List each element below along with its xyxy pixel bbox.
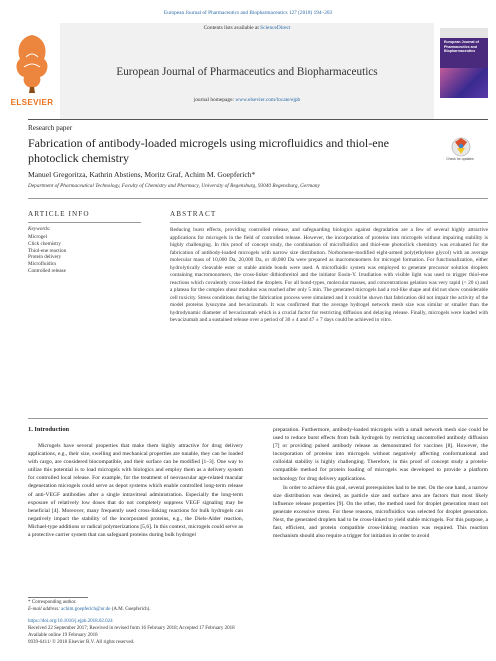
journal-title[interactable]: European Journal of Pharmaceutics and Biopharmaceutics bbox=[116, 66, 378, 78]
abstract-rule-top bbox=[170, 222, 488, 223]
keywords-label: Keywords: bbox=[28, 226, 51, 232]
journal-homepage bbox=[60, 97, 434, 103]
homepage-link[interactable]: www.elsevier.com/locate/ejpb bbox=[235, 97, 301, 103]
email-link[interactable]: achim.goepferich@ur.de bbox=[61, 607, 111, 612]
keyword: Thiol-ene reaction bbox=[28, 247, 67, 254]
keyword: Click chemistry bbox=[28, 240, 61, 247]
cover-title: European Journal of Pharmaceutics and Biopharmaceutics bbox=[444, 40, 479, 54]
body-column-right bbox=[273, 426, 488, 541]
contents-line bbox=[60, 25, 434, 31]
doi-link[interactable] bbox=[28, 619, 113, 624]
keyword: Protein delivery bbox=[28, 254, 62, 261]
available-online: Available online 19 February 2018 bbox=[28, 633, 98, 638]
affiliation: Department of Pharmaceutical Technology, Faculty of Chemistry and Pharmacy, University of Regensburg, 93040 Regensburg, Germany bbox=[28, 183, 320, 189]
body-paragraph: Microgels have several properties that make them highly attractive for drug delivery applications, e.g., their size, swelling and mechanical properties are tunable, they can be loaded with cargo, are considered biocompatible, and their surface can be modified [1–3]. One way to utilize this potential is to load microgels with biologics and employ them as a delivery system for controlled local release. For example, for the treatment of neovascular age-related macular degeneration microgels could serve as depot systems which enable controlled long-term release of anti-VEGF antibodies after a single intravitreal administration. Especially the long-term exposure of relatively low doses that do not completely suppress VEGF signaling may be beneficial [4]. Moreover, many frequently used cross-linking reactions for bulk hydrogels can negatively impact the stability of the incorporated proteins, e.g., the Diels-Alder reaction, Michael-type additions or radical polymerizations [5,6]. In this context, microgels could serve as a protective carrier system that can safeguard proteins during bulk hydrogel bbox=[28, 443, 243, 539]
sciencedirect-link[interactable]: ScienceDirect bbox=[260, 25, 291, 31]
body-column-left bbox=[28, 442, 243, 540]
title-rule bbox=[28, 198, 488, 199]
authors: Manuel Gregoritza, Kathrin Abstiens, Moritz Graf, Achim M. Goepferich* bbox=[28, 170, 256, 179]
footnote-rule bbox=[28, 597, 88, 598]
corresponding-author-note: * Corresponding author. bbox=[28, 600, 77, 605]
contents-prefix: Contents lists available at bbox=[203, 25, 261, 31]
article-type: Research paper bbox=[28, 124, 73, 132]
article-title: Fabrication of antibody-loaded microgels using microfluidics and thiol-ene photoclick chemistry bbox=[28, 136, 389, 165]
cover-artwork bbox=[440, 68, 488, 98]
check-for-updates-icon[interactable] bbox=[447, 136, 475, 166]
article-info-heading: ARTICLE INFO bbox=[28, 210, 90, 218]
email-note bbox=[28, 607, 151, 612]
keyword: Controlled release bbox=[28, 267, 66, 274]
keyword: Microgel bbox=[28, 234, 48, 240]
keyword: Microfluidics bbox=[28, 261, 57, 268]
body-paragraph: In order to achieve this goal, several prerequisites had to be met. On the one hand, a narrow size distribution was desired, as particle size and surface area are factors that most likely influence release properties [9]. On the other, the method used for droplet generation must not generate excessive stress. For these reasons, microfluidics was selected for droplet generation. Next, the generated droplets had to be cross-linked to yield stable microgels. For this purpose, a fast, efficient, and protein compatible cross-linking reaction was required. This reaction mechanism should also require a trigger for initiation in order to avoid bbox=[273, 484, 488, 540]
received-dates: Received 22 September 2017; Received in revised form 16 February 2018; Accepted 17 February 2018 bbox=[28, 626, 235, 631]
journal-cover-image[interactable] bbox=[440, 28, 488, 98]
abstract-rule-bottom bbox=[28, 418, 488, 419]
publisher-name: ELSEVIER bbox=[10, 98, 54, 107]
abstract-text: Reducing burst effects, providing controlled release, and safeguarding biologics against degradation are a few of several highly attractive applications for microgels in the field of controlled release. However, the incorporation of proteins into microgels without impairing stability is highly challenging. In this proof of concept study, the combination of microfluidics and thiol-ene photoclick chemistry was evaluated for the fabrication of antibody-loaded microgels with narrow size distribution. Norbornene-modified eight-armed poly(ethylene glycol) with an average molecular mass of 10,000 Da, 20,000 Da, or 40,000 Da were prepared as macromonomers for microgel formation. For functionalization, either hydrolytically cleavable ester or stable amide bonds were used. A microfluidic system was employed to generate precursor solution droplets containing macromonomers, the cross-linker dithiothreitol and the initiator Eosin-Y. Irradiation with visible light was used to trigger thiol-ene reactions which covalently cross-linked the droplets. For all bond-types, molecular masses, and concentrations gelation was very rapid (< 20 s) and a plateau for the complex shear modulus was reached after only 5 min. The generated microgels had a rod-like shape and did not show considerable cell toxicity. Stress conditions during the fabrication process were simulated and it could be shown that fabrication did not impair the activity of the model proteins lysozyme and bevacizumab. It was confirmed that the average hydrogel network mesh size was similar or smaller than the hydrodynamic diameter of bevacizumab which is a crucial factor for restricting diffusion and delaying release. Finally, microgels were loaded with bevacizumab and a sustained release over a period of 30 ± 4 and 47 ± 7 days could be achieved in vitro. bbox=[170, 227, 488, 323]
check-for-updates-label[interactable]: Check for updates bbox=[446, 157, 474, 161]
introduction-heading: 1. Introduction bbox=[28, 426, 70, 433]
copyright: 0939-6411/ © 2018 Elsevier B.V. All rights reserved. bbox=[28, 640, 135, 645]
body-paragraph: preparation. Furthermore, antibody-loaded microgels with a small network mesh size could be used to reduce burst effects from bulk hydrogels by restricting uncontrolled antibody diffusion [7] or providing pulsed antibody release as demonstrated for vaccines [8]. However, the incorporation of proteins into microgels without negatively affecting conformational and colloidal stability is highly challenging. Therefore, in this proof of concept study a protein-compatible method for protein loading of microgels was developed to provide a platform technology for drug delivery applications. bbox=[273, 427, 488, 482]
elsevier-tree-logo bbox=[6, 27, 58, 109]
doi-url[interactable]: https://doi.org/10.1016/j.ejpb.2018.02.024 bbox=[28, 619, 113, 624]
header-rule bbox=[28, 119, 488, 120]
keywords-list bbox=[28, 234, 66, 275]
email-label: E-mail address: bbox=[28, 607, 62, 612]
homepage-prefix: journal homepage: bbox=[193, 97, 236, 103]
article-info-rule bbox=[28, 222, 141, 223]
cover-band bbox=[440, 28, 488, 38]
abstract-heading: ABSTRACT bbox=[170, 210, 217, 218]
top-citation: European Journal of Pharmaceutics and Biopharmaceutics 127 (2018) 194–203 bbox=[163, 10, 333, 16]
email-suffix: (A.M. Goepferich). bbox=[110, 607, 151, 612]
